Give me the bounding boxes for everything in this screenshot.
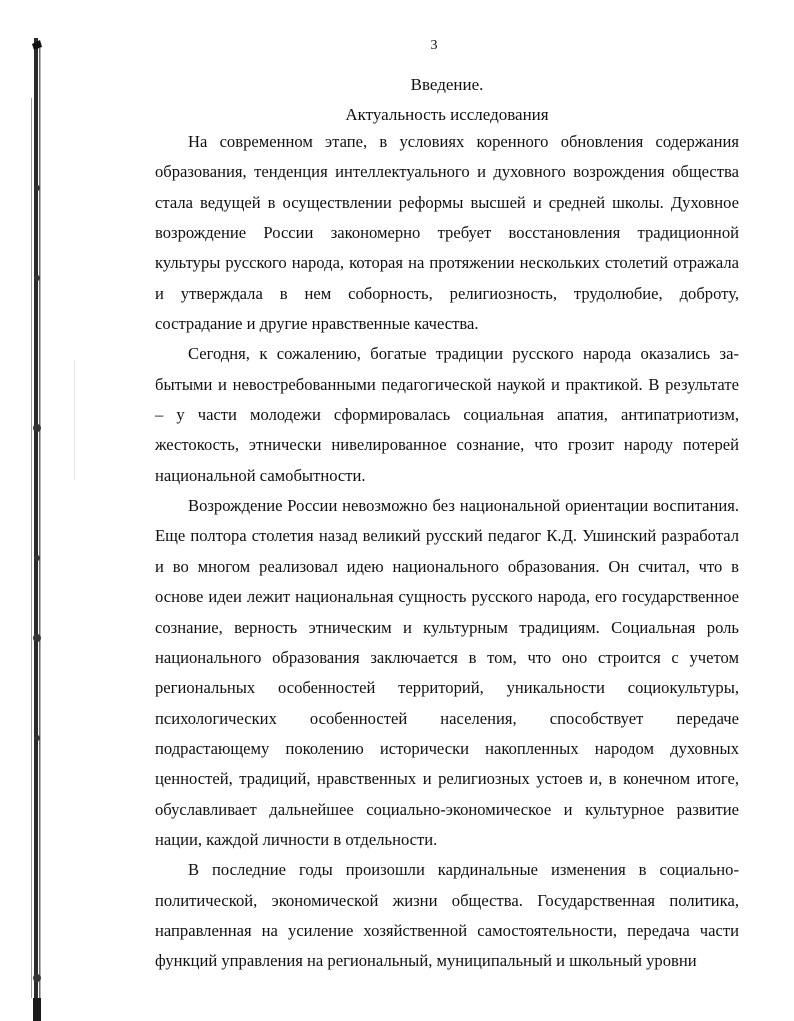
binding-edge bbox=[30, 38, 44, 1021]
page-number: 3 bbox=[430, 38, 438, 53]
body-text bbox=[155, 127, 739, 977]
paragraph: В последние годы произошли кардинальные изменения в социально-политической, экономической жизни общества. Государственная политика, направленная на усиление хозяйственной самостоятельности, передача части функций управления на региональный, муниципальный и школьный уровни bbox=[155, 860, 739, 971]
paragraph: Возрождение России невозможно без национальной ориентации воспитания. Еще полтора столетия назад великий русский педагог К.Д. Ушинский разработал и во многом реализовал идею национального образования. Он считал, что в основе идеи лежит национальная сущность русского народа, его государственное сознание, верность этническим и культурным традициям. Социальная роль национального образования заключается в том, что оно строится с учетом региональных особенностей территорий, уникальности социокультуры, психологических особенностей населения, способствует передаче подрастающему поколению исторически накопленных народом духовных ценностей, традиций, нравственных и религиозных устоев и, в конечном итоге, обуславливает дальнейшее социально-экономическое и культурное развитие нации, каждой личности в отдельности. bbox=[155, 496, 739, 849]
section-title: Актуальность исследования bbox=[345, 105, 549, 124]
binding-edge-graphic bbox=[30, 38, 44, 1021]
paragraph: Сегодня, к сожалению, богатые традиции русского народа оказались забытыми и невостребованными педагогической наукой и практикой. В результате – у части молодежи сформировалась социальная апатия, антипатриотизм, жестокость, этнически нивелированное сознание, что грозит народу потерей национальной самобытности. bbox=[155, 344, 739, 485]
paragraph: На современном этапе, в условиях коренного обновления содержания образования, тенденция интеллектуального и духовного возрождения общества стала ведущей в осуществлении реформы высшей и средней школы. Духовное возрождение России закономерно требует восстановления традиционной культуры русского народа, которая на протяжении нескольких столетий отражала и утверждала в нем соборность, религиозность, трудолюбие, доброту, сострадание и другие нравственные качества. bbox=[155, 132, 739, 334]
scan-artifact-line bbox=[74, 360, 75, 480]
chapter-title: Введение. bbox=[410, 75, 484, 94]
